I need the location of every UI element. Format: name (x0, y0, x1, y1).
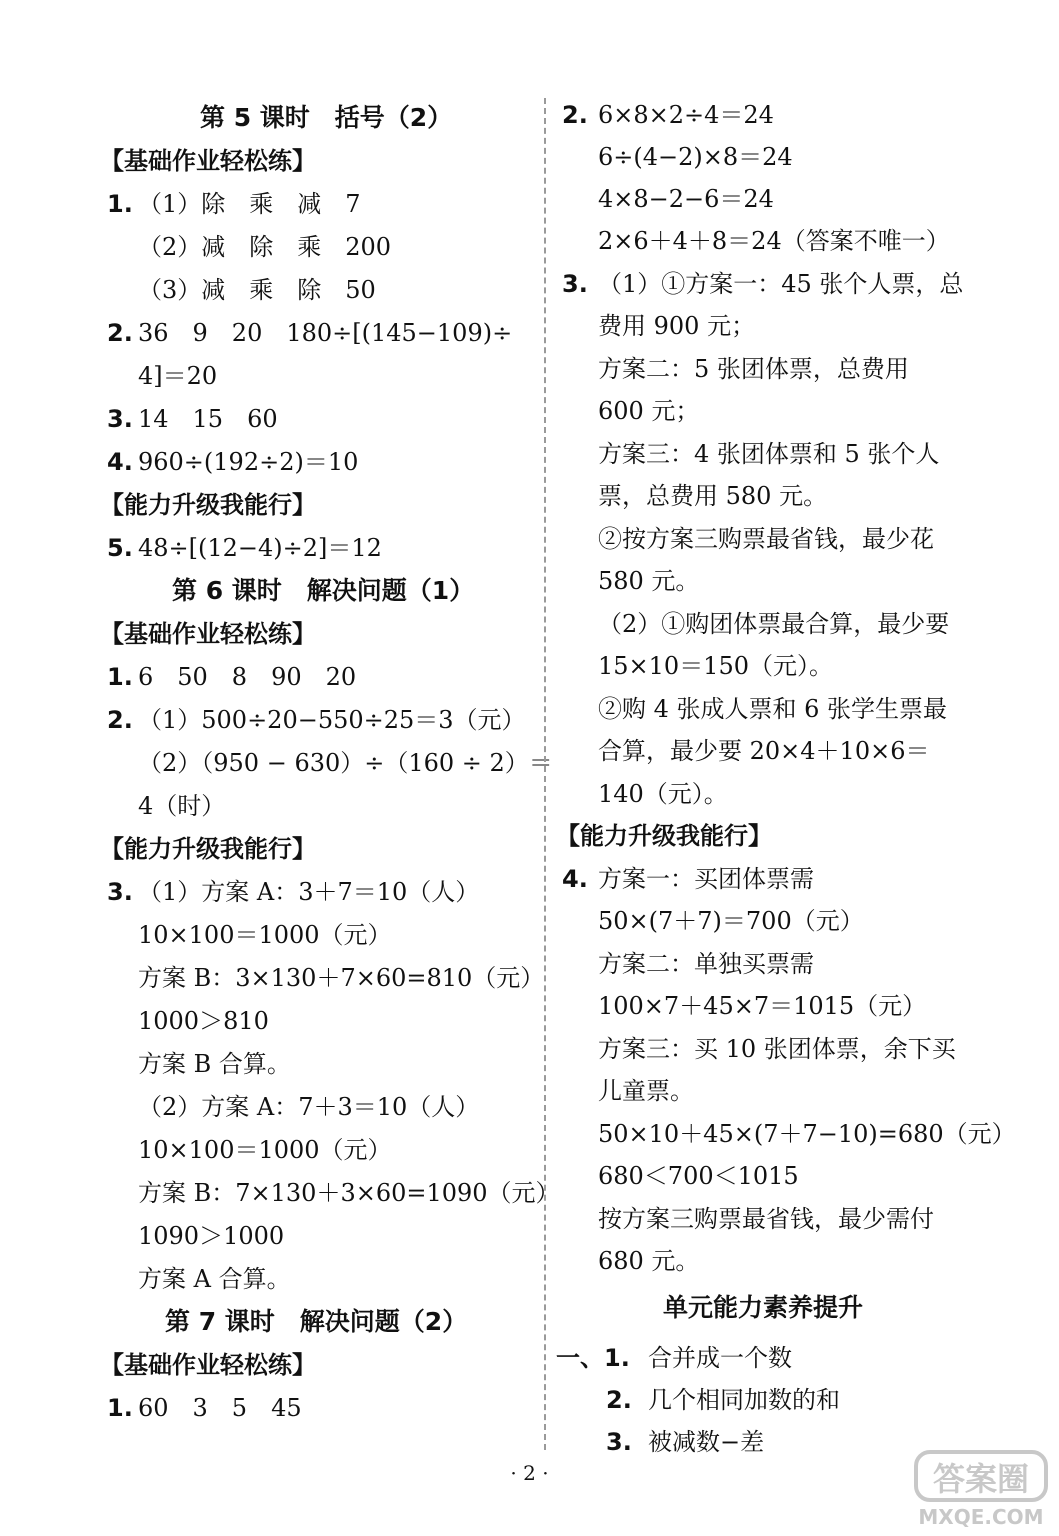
answer-text: （2）减 除 乘 200 (138, 233, 392, 261)
column-divider (544, 98, 546, 1450)
answer-text: （1）方案 A：3＋7＝10（人） (138, 878, 480, 906)
question-number: 2. (606, 1386, 632, 1414)
answer-text: 15×10＝150（元）。 (598, 652, 833, 680)
answer-text: 680 元。 (598, 1247, 700, 1275)
section-heading: 【基础作业轻松练】 (100, 147, 316, 175)
answer-text: 36 9 20 180÷[(145−109)÷ (138, 319, 513, 347)
answer-text: 方案 B 合算。 (138, 1050, 291, 1078)
section-title: 单元能力素养提升 (663, 1293, 864, 1322)
section-heading: 【能力升级我能行】 (100, 491, 316, 519)
answer-text: 票，总费用 580 元。 (598, 482, 828, 510)
question-number: 1. (107, 663, 133, 691)
answer-text: 10×100＝1000（元） (138, 921, 392, 949)
answer-text: 14 15 60 (138, 405, 278, 433)
answer-text: 合并成一个数 (648, 1344, 792, 1372)
answer-text: （1）①方案一：45 张个人票，总 (598, 270, 964, 298)
svg-text:MXQE.COM: MXQE.COM (918, 1505, 1044, 1529)
answer-text: （2）（950 − 630）÷（160 ÷ 2）＝ (138, 749, 553, 777)
question-number: 一、1. (556, 1344, 630, 1372)
answer-text: 方案三：4 张团体票和 5 张个人 (598, 440, 940, 468)
question-number: 1. (107, 1394, 133, 1422)
answer-text: 10×100＝1000（元） (138, 1136, 392, 1164)
answer-text: 费用 900 元； (598, 312, 756, 340)
answer-text: 按方案三购票最省钱，最少需付 (598, 1205, 934, 1233)
watermark-icon (912, 1448, 1052, 1530)
answer-text: 60 3 5 45 (138, 1394, 302, 1422)
answer-text: 方案 A 合算。 (138, 1265, 291, 1293)
page-number: · 2 · (510, 1461, 549, 1485)
answer-text: 1000＞810 (138, 1007, 269, 1035)
answer-text: 合算，最少要 20×4＋10×6＝ (598, 737, 930, 765)
answer-text: 680＜700＜1015 (598, 1162, 799, 1190)
answer-text: 6×8×2÷4＝24 (598, 101, 774, 129)
answer-text: 6÷(4−2)×8＝24 (598, 143, 793, 171)
question-number: 5. (107, 534, 133, 562)
answer-text: （2）①购团体票最合算，最少要 (598, 610, 950, 638)
question-number: 3. (562, 270, 588, 298)
answer-text: 方案二：5 张团体票，总费用 (598, 355, 909, 383)
answer-text: 方案一：买团体票需 (598, 865, 814, 893)
answer-text: 方案 B：3×130＋7×60=810（元） (138, 964, 545, 992)
answer-text: 50×10＋45×(7＋7−10)=680（元） (598, 1120, 1016, 1148)
answer-text: ②购 4 张成人票和 6 张学生票最 (598, 695, 948, 723)
question-number: 2. (107, 706, 133, 734)
answer-text: 100×7＋45×7＝1015（元） (598, 992, 927, 1020)
answer-text: 6 50 8 90 20 (138, 663, 357, 691)
answer-text: 50×(7＋7)＝700（元） (598, 907, 864, 935)
answer-text: 方案二：单独买票需 (598, 950, 814, 978)
question-number: 2. (562, 101, 588, 129)
answer-text: 方案三：买 10 张团体票，余下买 (598, 1035, 956, 1063)
question-number: 3. (107, 405, 133, 433)
question-number: 4. (562, 865, 588, 893)
answer-text: 4]＝20 (138, 362, 218, 390)
answer-text: 600 元； (598, 397, 700, 425)
answer-text: 1090＞1000 (138, 1222, 285, 1250)
answer-text: 48÷[(12−4)÷2]＝12 (138, 534, 382, 562)
section-title: 第 6 课时 解决问题（1） (172, 576, 475, 605)
question-number: 3. (606, 1428, 632, 1456)
answer-text: 4×8−2−6＝24 (598, 185, 774, 213)
section-title: 第 5 课时 括号（2） (200, 103, 453, 132)
section-heading: 【基础作业轻松练】 (100, 620, 316, 648)
answer-text: （2）方案 A：7＋3＝10（人） (138, 1093, 480, 1121)
answer-text: 几个相同加数的和 (648, 1386, 840, 1414)
answer-text: 960÷(192÷2)＝10 (138, 448, 359, 476)
question-number: 4. (107, 448, 133, 476)
answer-text: 140（元）。 (598, 780, 728, 808)
answer-text: （3）减 乘 除 50 (138, 276, 376, 304)
question-number: 2. (107, 319, 133, 347)
answer-text: 儿童票。 (598, 1077, 694, 1105)
question-number: 1. (107, 190, 133, 218)
answer-text: 被减数−差 (648, 1428, 765, 1456)
answer-text: 4（时） (138, 792, 226, 820)
section-title: 第 7 课时 解决问题（2） (165, 1307, 468, 1336)
answer-text: （1）500÷20−550÷25＝3（元） (138, 706, 526, 734)
svg-text:答案圈: 答案圈 (932, 1460, 1030, 1498)
answer-text: 580 元。 (598, 567, 700, 595)
section-heading: 【基础作业轻松练】 (100, 1351, 316, 1379)
watermark-logo (912, 1448, 1052, 1530)
question-number: 3. (107, 878, 133, 906)
answer-text: ②按方案三购票最省钱，最少花 (598, 525, 934, 553)
answer-text: （1）除 乘 减 7 (138, 190, 361, 218)
answer-text: 方案 B：7×130＋3×60=1090（元） (138, 1179, 560, 1207)
section-heading: 【能力升级我能行】 (100, 835, 316, 863)
section-heading: 【能力升级我能行】 (556, 822, 772, 850)
answer-text: 2×6＋4＋8＝24（答案不唯一） (598, 227, 950, 255)
